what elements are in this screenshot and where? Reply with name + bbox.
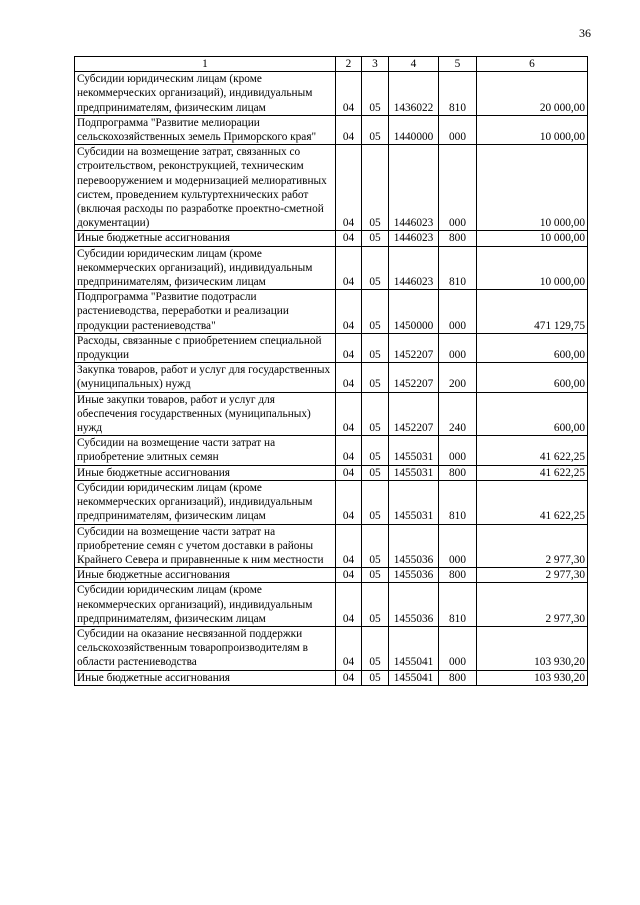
table-row [75, 626, 588, 670]
row-amount-cell: 2 977,30 [477, 524, 588, 568]
page-number: 36 [579, 26, 591, 40]
row-section-cell: 04 [336, 670, 362, 685]
row-subsection-cell: 05 [362, 115, 389, 144]
row-amount-cell: 10 000,00 [477, 231, 588, 246]
table-row [75, 115, 588, 144]
row-target-code-cell: 1446023 [389, 246, 439, 290]
row-subsection-cell: 05 [362, 626, 389, 670]
row-expense-type-cell: 000 [439, 145, 477, 231]
row-expense-type-cell: 000 [439, 436, 477, 465]
table-row [75, 480, 588, 524]
table-row [75, 333, 588, 362]
row-target-code-cell: 1455036 [389, 583, 439, 627]
table-header-row [75, 57, 588, 72]
row-amount-cell: 600,00 [477, 392, 588, 436]
row-section-cell: 04 [336, 333, 362, 362]
row-subsection-cell: 05 [362, 246, 389, 290]
row-amount-cell: 103 930,20 [477, 670, 588, 685]
row-subsection-cell: 05 [362, 480, 389, 524]
row-name-cell: Иные бюджетные ассигнования [75, 465, 336, 480]
row-section-cell: 04 [336, 231, 362, 246]
row-subsection-cell: 05 [362, 436, 389, 465]
row-section-cell: 04 [336, 72, 362, 116]
row-amount-cell: 600,00 [477, 333, 588, 362]
row-expense-type-cell: 810 [439, 480, 477, 524]
row-expense-type-cell: 800 [439, 465, 477, 480]
row-target-code-cell: 1446023 [389, 145, 439, 231]
row-name-cell: Субсидии юридическим лицам (кроме некоммерческих организаций), индивидуальным предпринимателям, физическим лицам [75, 583, 336, 627]
row-expense-type-cell: 000 [439, 290, 477, 334]
row-expense-type-cell: 810 [439, 583, 477, 627]
row-section-cell: 04 [336, 246, 362, 290]
row-name-cell: Иные закупки товаров, работ и услуг для обеспечения государственных (муниципальных) нужд [75, 392, 336, 436]
row-amount-cell: 2 977,30 [477, 568, 588, 583]
row-target-code-cell: 1436022 [389, 72, 439, 116]
row-target-code-cell: 1455041 [389, 626, 439, 670]
table-row [75, 72, 588, 116]
column-header-1: 1 [75, 57, 336, 72]
row-target-code-cell: 1440000 [389, 115, 439, 144]
row-amount-cell: 10 000,00 [477, 145, 588, 231]
row-section-cell: 04 [336, 465, 362, 480]
table-row [75, 436, 588, 465]
table-row [75, 568, 588, 583]
row-expense-type-cell: 810 [439, 72, 477, 116]
row-name-cell: Субсидии юридическим лицам (кроме некоммерческих организаций), индивидуальным предпринимателям, физическим лицам [75, 72, 336, 116]
row-subsection-cell: 05 [362, 145, 389, 231]
row-expense-type-cell: 800 [439, 670, 477, 685]
row-section-cell: 04 [336, 583, 362, 627]
row-section-cell: 04 [336, 392, 362, 436]
row-section-cell: 04 [336, 290, 362, 334]
row-expense-type-cell: 800 [439, 568, 477, 583]
row-subsection-cell: 05 [362, 392, 389, 436]
budget-table [74, 56, 588, 686]
row-name-cell: Субсидии на возмещение затрат, связанных со строительством, реконструкцией, техническим перевооружением и модернизацией мелиоративных систем, проведением культуртехнических работ (включая расходы по разработке проектно-сметной документации) [75, 145, 336, 231]
row-expense-type-cell: 810 [439, 246, 477, 290]
table-row [75, 246, 588, 290]
row-amount-cell: 20 000,00 [477, 72, 588, 116]
table-row [75, 524, 588, 568]
row-section-cell: 04 [336, 363, 362, 392]
table-row [75, 392, 588, 436]
row-name-cell: Подпрограмма "Развитие подотрасли растениеводства, переработки и реализации продукции растениеводства" [75, 290, 336, 334]
table-body [75, 72, 588, 686]
row-name-cell: Иные бюджетные ассигнования [75, 568, 336, 583]
row-target-code-cell: 1455041 [389, 670, 439, 685]
column-header-6: 6 [477, 57, 588, 72]
row-target-code-cell: 1452207 [389, 363, 439, 392]
row-amount-cell: 600,00 [477, 363, 588, 392]
row-section-cell: 04 [336, 568, 362, 583]
row-name-cell: Подпрограмма "Развитие мелиорации сельскохозяйственных земель Приморского края" [75, 115, 336, 144]
row-section-cell: 04 [336, 436, 362, 465]
row-name-cell: Субсидии на возмещение части затрат на приобретение элитных семян [75, 436, 336, 465]
row-subsection-cell: 05 [362, 524, 389, 568]
row-subsection-cell: 05 [362, 670, 389, 685]
row-name-cell: Расходы, связанные с приобретением специальной продукции [75, 333, 336, 362]
row-name-cell: Субсидии на оказание несвязанной поддержки сельскохозяйственным товаропроизводителям в области растениеводства [75, 626, 336, 670]
row-target-code-cell: 1455031 [389, 480, 439, 524]
column-header-3: 3 [362, 57, 389, 72]
row-subsection-cell: 05 [362, 72, 389, 116]
table-row [75, 465, 588, 480]
row-amount-cell: 41 622,25 [477, 480, 588, 524]
row-name-cell: Субсидии юридическим лицам (кроме некоммерческих организаций), индивидуальным предпринимателям, физическим лицам [75, 480, 336, 524]
row-subsection-cell: 05 [362, 363, 389, 392]
row-section-cell: 04 [336, 524, 362, 568]
row-subsection-cell: 05 [362, 231, 389, 246]
row-expense-type-cell: 800 [439, 231, 477, 246]
row-amount-cell: 41 622,25 [477, 465, 588, 480]
row-expense-type-cell: 000 [439, 626, 477, 670]
row-target-code-cell: 1450000 [389, 290, 439, 334]
row-name-cell: Субсидии на возмещение части затрат на приобретение семян с учетом доставки в районы Крайнего Севера и приравненные к ним местности [75, 524, 336, 568]
column-header-2: 2 [336, 57, 362, 72]
row-amount-cell: 10 000,00 [477, 115, 588, 144]
row-name-cell: Иные бюджетные ассигнования [75, 670, 336, 685]
row-amount-cell: 10 000,00 [477, 246, 588, 290]
row-expense-type-cell: 200 [439, 363, 477, 392]
table-row [75, 670, 588, 685]
table-row [75, 583, 588, 627]
row-expense-type-cell: 000 [439, 524, 477, 568]
table-row [75, 363, 588, 392]
table-row [75, 231, 588, 246]
row-section-cell: 04 [336, 145, 362, 231]
row-expense-type-cell: 240 [439, 392, 477, 436]
row-target-code-cell: 1452207 [389, 333, 439, 362]
row-section-cell: 04 [336, 115, 362, 144]
column-header-4: 4 [389, 57, 439, 72]
row-subsection-cell: 05 [362, 568, 389, 583]
table-row [75, 145, 588, 231]
row-target-code-cell: 1455036 [389, 568, 439, 583]
row-name-cell: Закупка товаров, работ и услуг для государственных (муниципальных) нужд [75, 363, 336, 392]
row-expense-type-cell: 000 [439, 333, 477, 362]
row-name-cell: Субсидии юридическим лицам (кроме некоммерческих организаций), индивидуальным предпринимателям, физическим лицам [75, 246, 336, 290]
table-row [75, 290, 588, 334]
row-target-code-cell: 1452207 [389, 392, 439, 436]
row-section-cell: 04 [336, 480, 362, 524]
row-amount-cell: 41 622,25 [477, 436, 588, 465]
row-target-code-cell: 1455036 [389, 524, 439, 568]
row-subsection-cell: 05 [362, 333, 389, 362]
row-expense-type-cell: 000 [439, 115, 477, 144]
row-target-code-cell: 1446023 [389, 231, 439, 246]
row-subsection-cell: 05 [362, 465, 389, 480]
row-amount-cell: 103 930,20 [477, 626, 588, 670]
row-section-cell: 04 [336, 626, 362, 670]
row-subsection-cell: 05 [362, 290, 389, 334]
row-target-code-cell: 1455031 [389, 436, 439, 465]
row-target-code-cell: 1455031 [389, 465, 439, 480]
row-amount-cell: 2 977,30 [477, 583, 588, 627]
row-amount-cell: 471 129,75 [477, 290, 588, 334]
column-header-5: 5 [439, 57, 477, 72]
row-name-cell: Иные бюджетные ассигнования [75, 231, 336, 246]
row-subsection-cell: 05 [362, 583, 389, 627]
